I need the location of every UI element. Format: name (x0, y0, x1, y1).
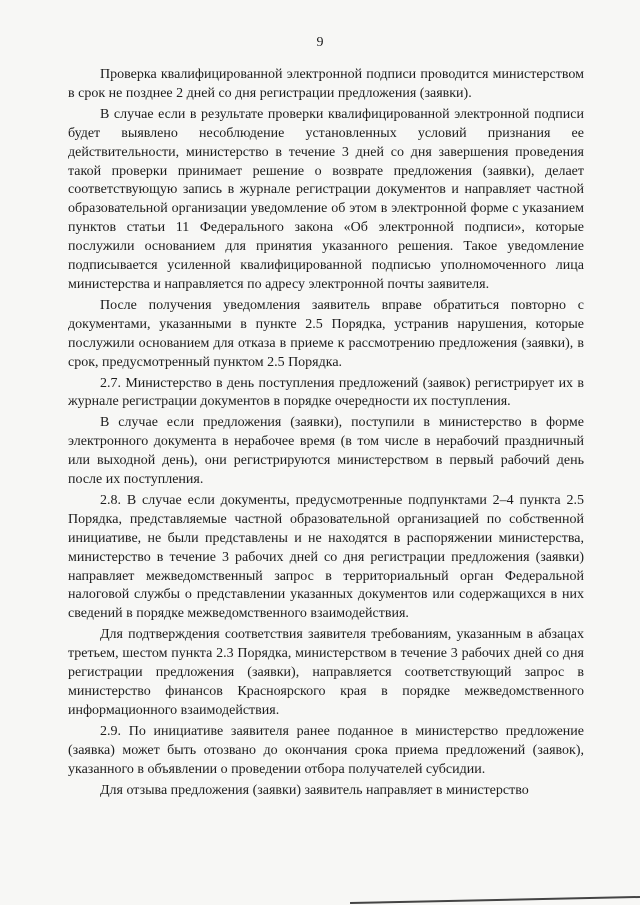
paragraph: В случае если предложения (заявки), поступили в министерство в форме электронного документа в нерабочее время (в том числе в нерабочий праздничный или выходной день), они регистрируются министерством в первый рабочий день после их поступления. (68, 415, 584, 488)
scan-edge-line (350, 896, 640, 904)
paragraph: Для отзыва предложения (заявки) заявитель направляет в министерство (100, 782, 529, 798)
paragraph: 2.7. Министерство в день поступления предложений (заявок) регистрирует их в журнале регистрации документов в порядке очередности их поступления. (68, 375, 584, 410)
document-body (68, 66, 584, 802)
paragraph: 2.9. По инициативе заявителя ранее поданное в министерство предложение (заявка) может быть отозвано до окончания срока приема предложений (заявок), указанного в объявлении о проведении отбора получателей субсидии. (68, 723, 584, 777)
paragraph: После получения уведомления заявитель вправе обратиться повторно с документами, указанными в пункте 2.5 Порядка, устранив нарушения, которые послужили основанием для отказа в приеме к рассмотрению предложения (заявки), в срок, предусмотренный пунктом 2.5 Порядка. (68, 297, 584, 370)
paragraph: Проверка квалифицированной электронной подписи проводится министерством в срок не позднее 2 дней со дня регистрации предложения (заявки). (68, 67, 584, 101)
paragraph: В случае если в результате проверки квалифицированной электронной подписи будет выявлено несоблюдение установленных условий признания ее действительности, министерство в течение 3 дней со дня завершения проведения такой проверки принимает решение о возврате предложения (заявки), делает соответствующую запись в журнале регистрации документов и направляет частной образовательной организации уведомление об этом в электронной форме с указанием пунктов статьи 11 Федерального закона «Об электронной подписи», которые послужили основанием для принятия указанного решения. Такое уведомление подписывается усиленной квалифицированной подписью уполномоченного лица министерства и направляется по адресу электронной почты заявителя. (68, 106, 584, 292)
page-number: 9 (316, 35, 324, 50)
paragraph: 2.8. В случае если документы, предусмотренные подпунктами 2–4 пункта 2.5 Порядка, представляемые частной образовательной организацией по собственной инициативе, не были представлены и не находятся в распоряжении министерства, министерство в течение 3 рабочих дней со дня регистрации предложения (заявки) направляет межведомственный запрос в территориальный орган Федеральной налоговой службы о представлении указанных документов или содержащихся в них сведений в порядке межведомственного взаимодействия. (68, 492, 584, 622)
paragraph: Для подтверждения соответствия заявителя требованиям, указанным в абзацах третьем, шестом пункта 2.3 Порядка, министерством в течение 3 рабочих дней со дня регистрации предложения (заявки), направляется соответствующий запрос в министерство финансов Красноярского края в порядке межведомственного информационного взаимодействия. (68, 627, 584, 718)
